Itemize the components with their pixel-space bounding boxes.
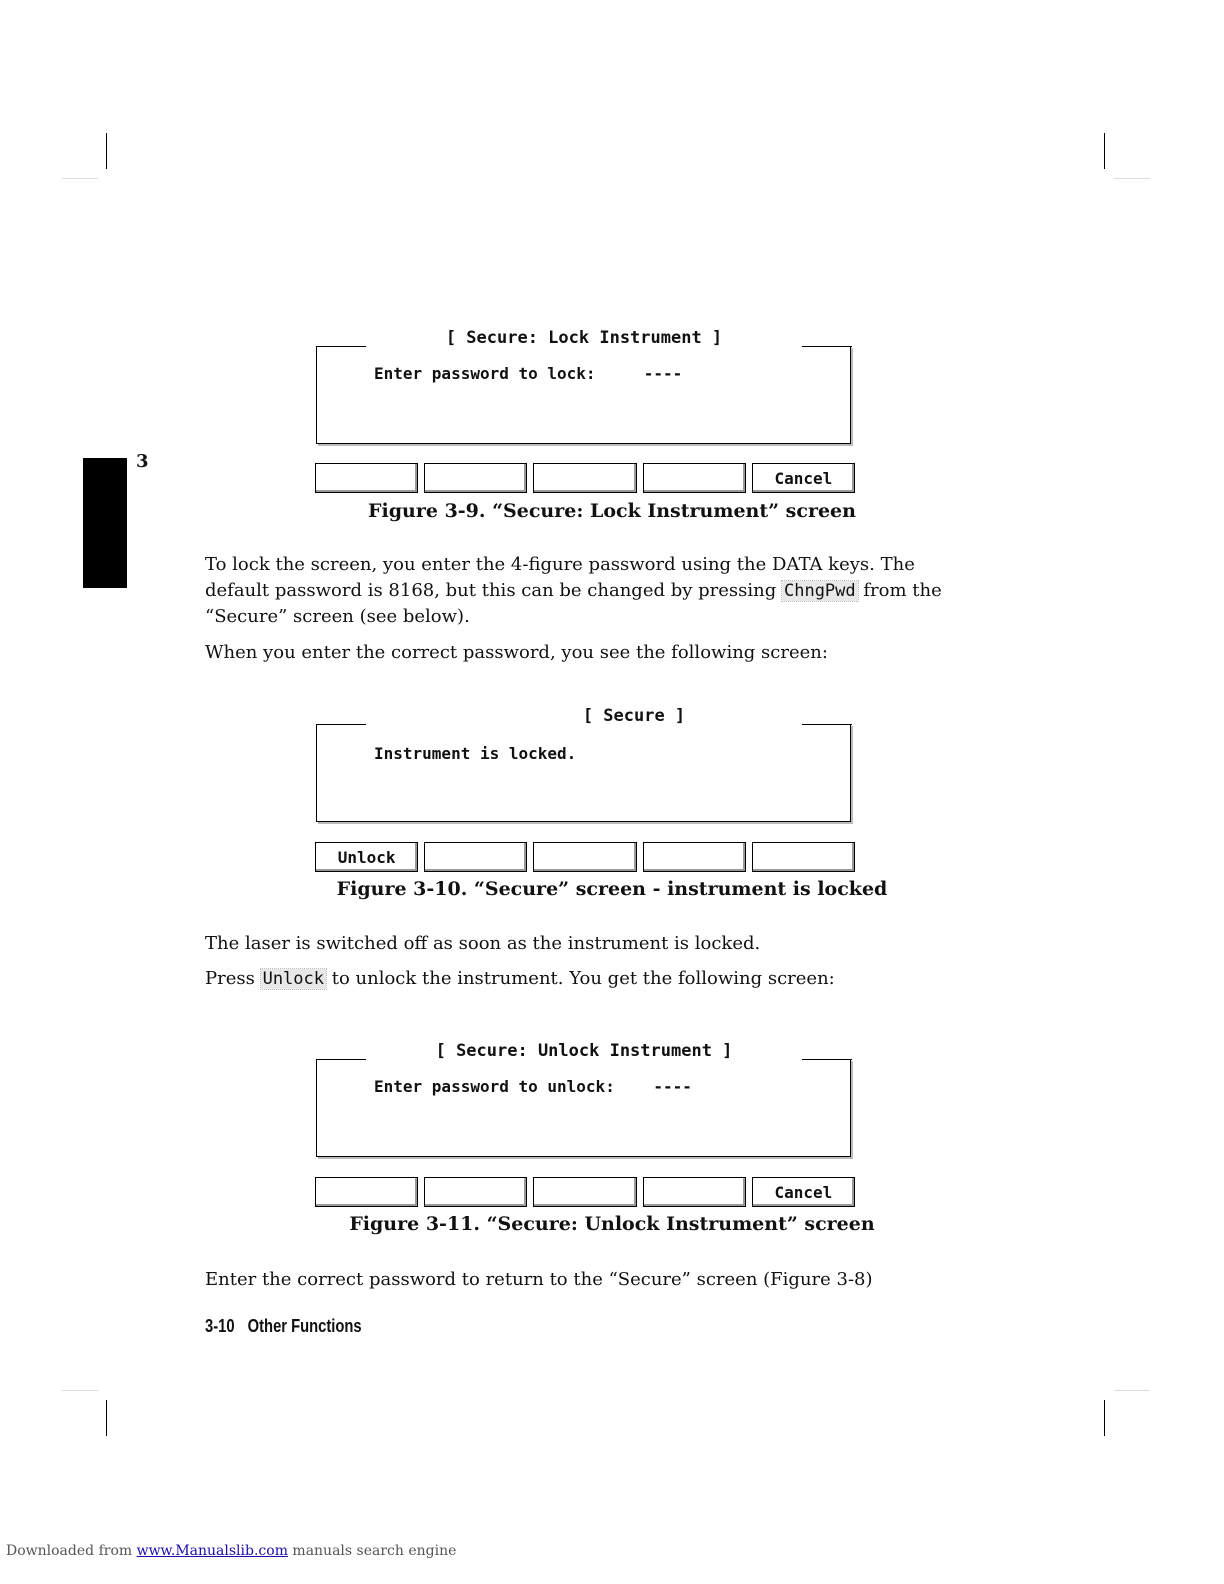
screen-title: [ Secure: Lock Instrument ] [445, 328, 723, 348]
crop-mark [1114, 1390, 1150, 1391]
crop-mark [62, 178, 98, 179]
figure-secure-screen [316, 706, 852, 824]
screen-title: [ Secure ] [582, 706, 686, 726]
crop-mark [62, 1390, 98, 1391]
figure-caption: Figure 3-9. “Secure: Lock Instrument” screen [368, 500, 856, 522]
page-number: 3-10 [205, 1316, 235, 1336]
screen-frame-top-left [316, 724, 366, 725]
manualslib-link[interactable]: www.Manualslib.com [136, 1543, 288, 1559]
unlock-softkey[interactable]: Unlock [315, 842, 418, 872]
softkey-4[interactable] [643, 842, 746, 872]
softkey-row [315, 463, 855, 493]
figure-lock-screen [316, 328, 852, 446]
crop-mark [1104, 133, 1105, 169]
softkey-4[interactable] [643, 463, 746, 493]
softkey-3[interactable] [533, 463, 636, 493]
figure-caption: Figure 3-10. “Secure” screen - instrument is locked [336, 878, 888, 900]
paragraph [205, 966, 945, 992]
softkey-4[interactable] [643, 1177, 746, 1207]
paragraph: The laser is switched off as soon as the instrument is locked. [205, 933, 761, 954]
screen-text: Enter password to lock: ---- [374, 364, 683, 383]
softkey-2[interactable] [424, 463, 527, 493]
screen-frame [316, 1059, 851, 1157]
screen-title: [ Secure: Unlock Instrument ] [435, 1041, 733, 1061]
screen-text: Enter password to unlock: ---- [374, 1077, 692, 1096]
softkey-row [315, 1177, 855, 1207]
softkey-2[interactable] [424, 842, 527, 872]
chapter-tab [83, 458, 127, 588]
section-name: Other Functions [247, 1316, 362, 1336]
softkey-3[interactable] [533, 842, 636, 872]
softkey-3[interactable] [533, 1177, 636, 1207]
paragraph: When you enter the correct password, you see the following screen: [205, 642, 828, 663]
paragraph-text: Press [205, 968, 261, 989]
chapter-number: 3 [136, 451, 149, 472]
paragraph: Enter the correct password to return to the “Secure” screen (Figure 3-8) [205, 1269, 873, 1290]
figure-unlock-screen [316, 1041, 852, 1159]
paragraph-text: to unlock the instrument. You get the following screen: [326, 968, 835, 989]
download-notice [6, 1543, 456, 1559]
softkey-1[interactable] [315, 1177, 418, 1207]
screen-frame [316, 346, 851, 444]
paragraph-text: To lock the screen, you enter the 4-figure password using the DATA keys. The default password is 8168, but this can be changed by pressing [205, 554, 915, 601]
softkey-2[interactable] [424, 1177, 527, 1207]
paragraph-text: from the “Secure” screen (see below). [205, 580, 942, 627]
unlock-key: Unlock [262, 969, 324, 989]
page-footer [205, 1316, 375, 1337]
softkey-5[interactable] [752, 842, 855, 872]
download-suffix: manuals search engine [287, 1543, 457, 1559]
cancel-softkey[interactable]: Cancel [752, 463, 855, 493]
screen-text: Instrument is locked. [374, 744, 577, 763]
chngpwd-key: ChngPwd [783, 581, 856, 601]
crop-mark [106, 133, 107, 169]
paragraph [205, 552, 945, 630]
softkey-row [315, 842, 855, 872]
cancel-softkey[interactable]: Cancel [752, 1177, 855, 1207]
figure-caption: Figure 3-11. “Secure: Unlock Instrument” screen [349, 1213, 875, 1235]
softkey-1[interactable] [315, 463, 418, 493]
crop-mark [106, 1400, 107, 1436]
download-prefix: Downloaded from [6, 1543, 137, 1559]
crop-mark [1114, 178, 1150, 179]
screen-frame [316, 724, 851, 822]
crop-mark [1104, 1400, 1105, 1436]
